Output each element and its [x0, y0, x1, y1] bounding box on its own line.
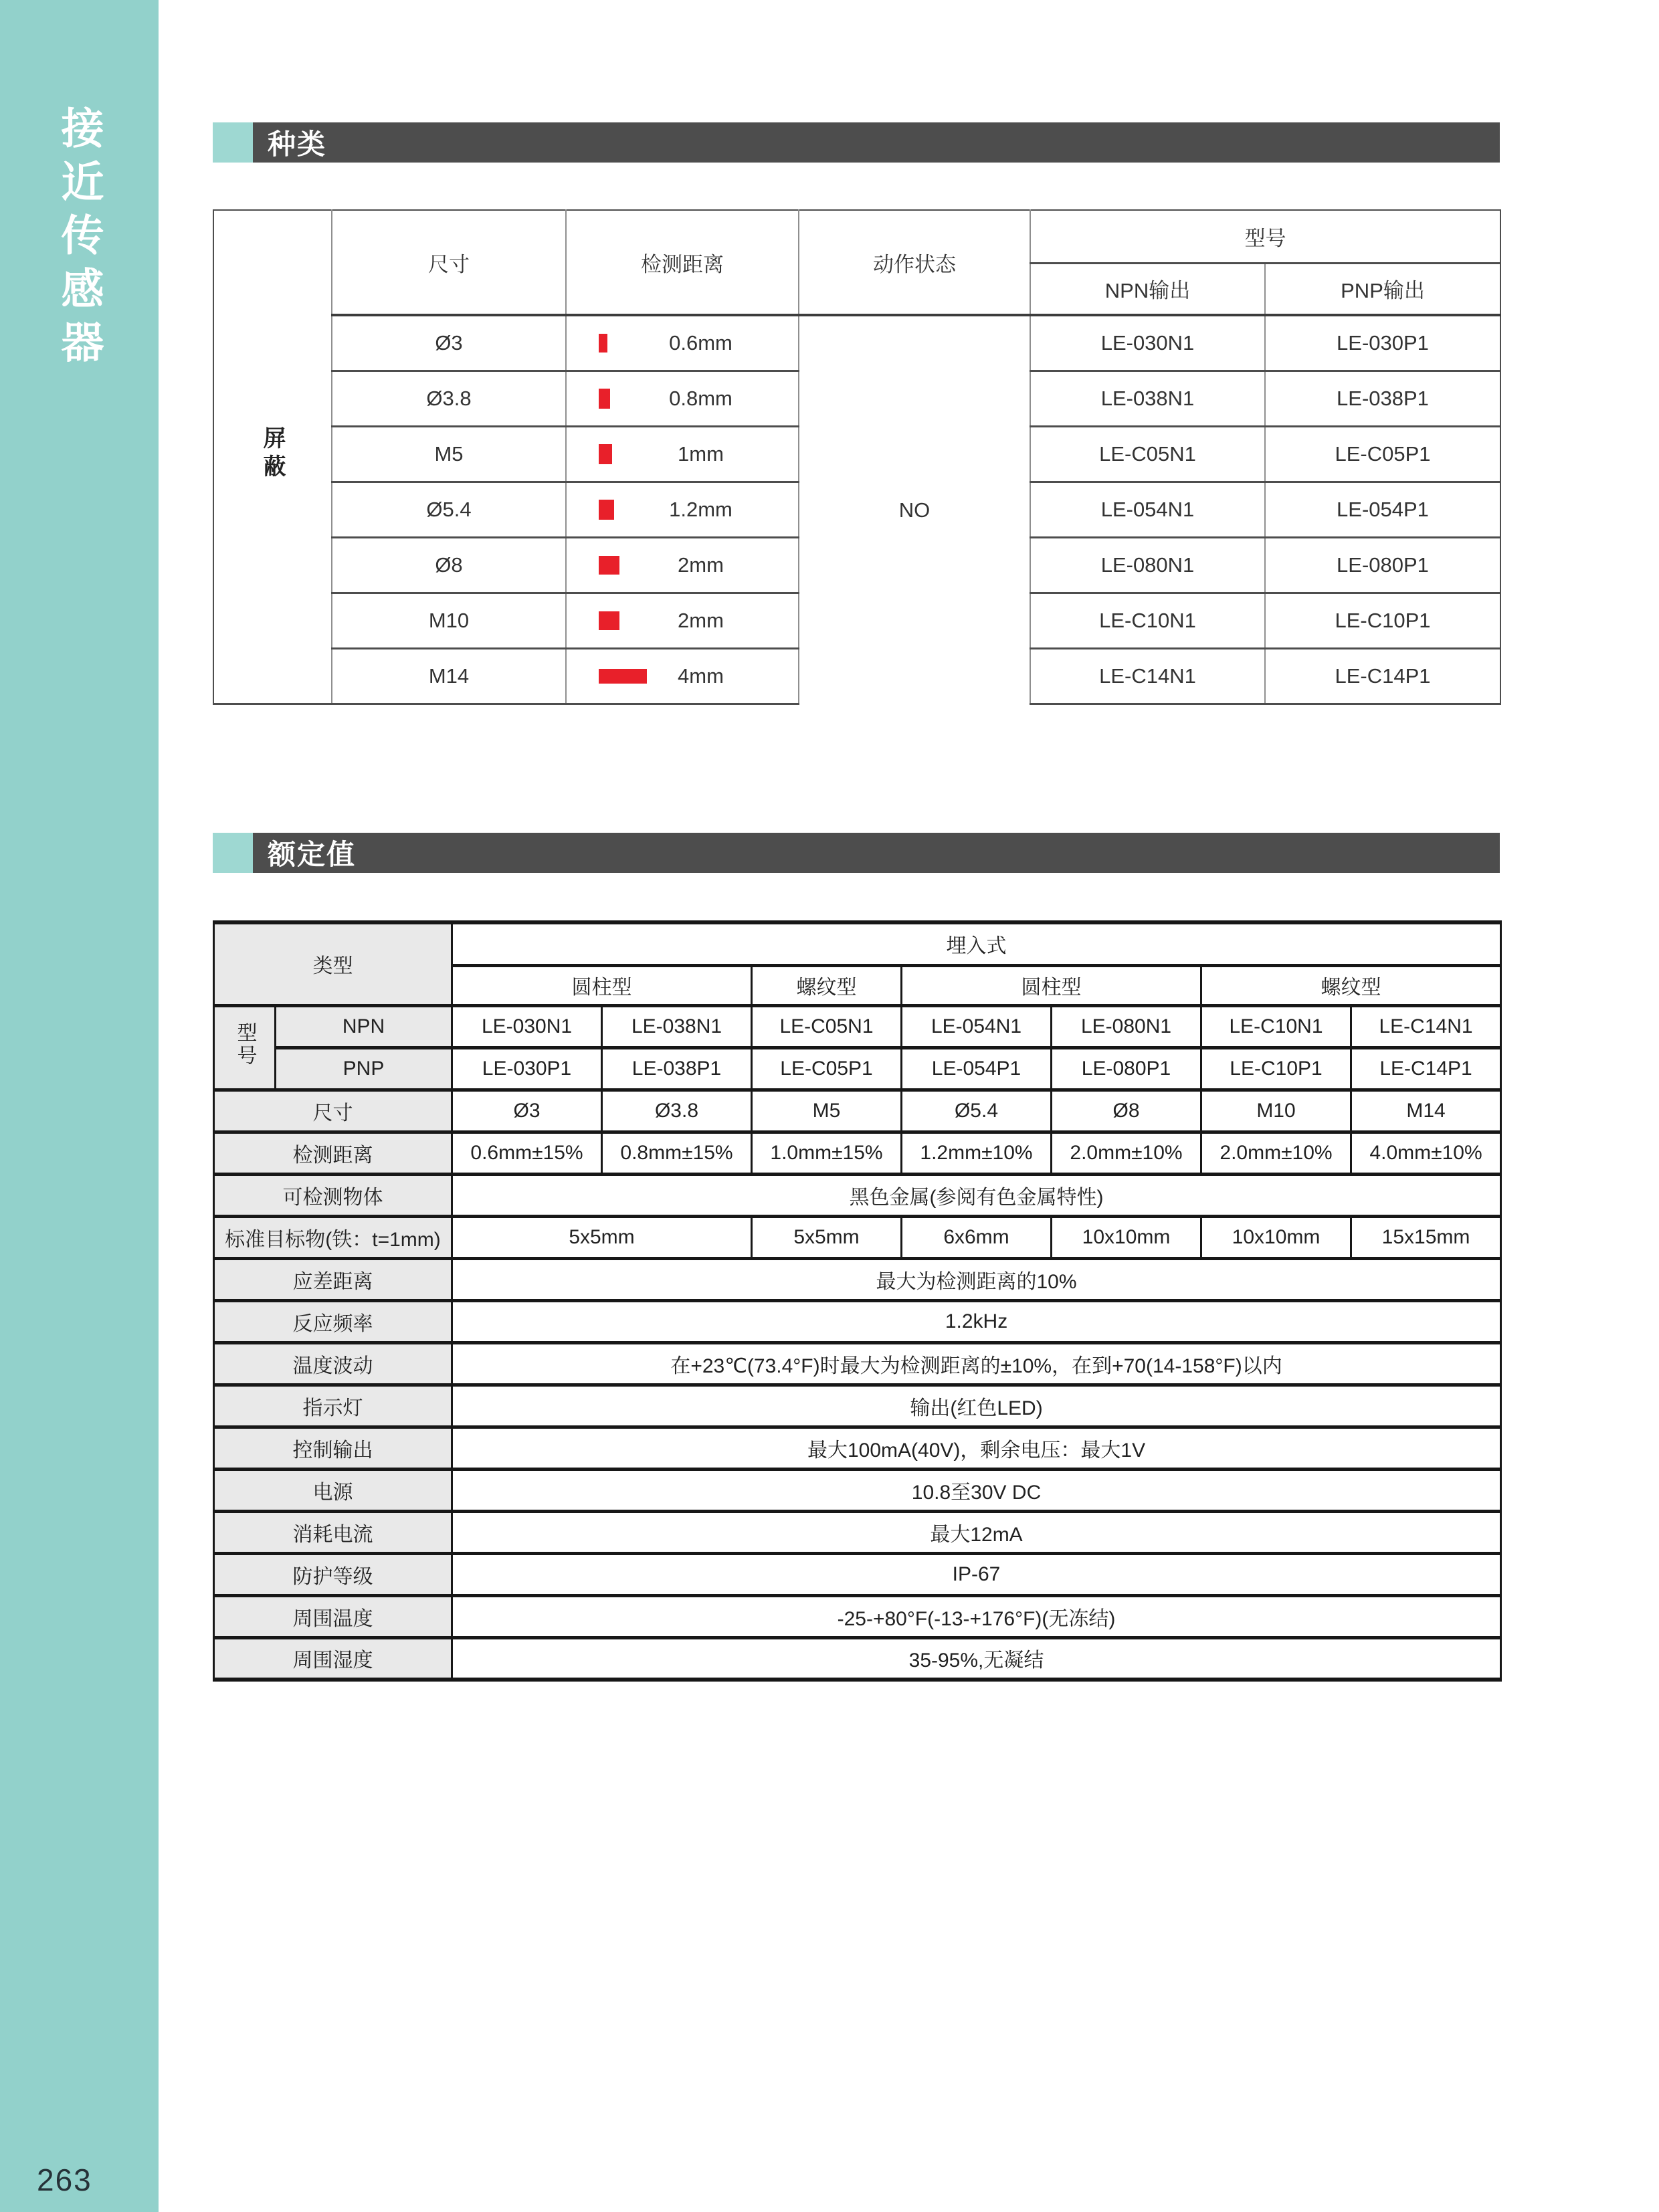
size-cell: Ø3.8	[602, 1090, 752, 1132]
distance-cell: 1.0mm±15%	[752, 1132, 902, 1174]
spec-value: IP-67	[452, 1553, 1501, 1595]
row-label-target: 标准目标物(铁：t=1mm)	[214, 1216, 452, 1258]
col-header-npn: NPN输出	[1030, 263, 1265, 315]
section-header-ratings	[213, 833, 1500, 873]
npn-model-cell: LE-038N1	[1030, 371, 1265, 426]
distance-cell: 1.2mm±10%	[902, 1132, 1052, 1174]
distance-bar	[599, 334, 607, 353]
section-title-ratings: 额定值	[253, 833, 1500, 873]
distance-bar	[599, 500, 614, 520]
spec-value: 10.8至30V DC	[452, 1469, 1501, 1511]
embedded-type-header: 埋入式	[452, 922, 1501, 965]
spec-value: 最大12mA	[452, 1511, 1501, 1553]
model-cell: LE-030N1	[452, 1005, 602, 1047]
size-cell: M10	[1201, 1090, 1351, 1132]
spec-value: 输出(红色LED)	[452, 1385, 1501, 1427]
target-cell: 15x15mm	[1351, 1216, 1501, 1258]
row-label-npn: NPN	[276, 1005, 452, 1047]
col-header-pnp: PNP输出	[1265, 263, 1500, 315]
row-label-detectable: 可检测物体	[214, 1174, 452, 1216]
model-cell: LE-080P1	[1052, 1047, 1201, 1090]
size-cell: Ø8	[332, 537, 566, 593]
model-cell: LE-030P1	[452, 1047, 602, 1090]
pnp-model-cell: LE-C05P1	[1265, 426, 1500, 482]
spec-label: 周围温度	[214, 1595, 452, 1637]
distance-cell: 0.8mm	[566, 371, 799, 426]
model-cell: LE-C10P1	[1201, 1047, 1351, 1090]
distance-cell: 1.2mm	[566, 482, 799, 537]
model-cell: LE-C14N1	[1351, 1005, 1501, 1047]
spec-value: -25-+80°F(-13-+176°F)(无冻结)	[452, 1595, 1501, 1637]
pnp-model-cell: LE-C10P1	[1265, 593, 1500, 648]
model-cell: LE-080N1	[1052, 1005, 1201, 1047]
npn-model-cell: LE-080N1	[1030, 537, 1265, 593]
npn-model-cell: LE-C14N1	[1030, 648, 1265, 704]
spec-value: 35-95%,无凝结	[452, 1637, 1501, 1680]
spec-value: 最大100mA(40V)，剩余电压：最大1V	[452, 1427, 1501, 1469]
distance-cell: 4mm	[566, 648, 799, 704]
pnp-model-cell: LE-054P1	[1265, 482, 1500, 537]
target-cell: 10x10mm	[1201, 1216, 1351, 1258]
shield-label: 屏蔽	[260, 425, 285, 482]
page-number: 263	[37, 2163, 92, 2197]
model-cell: LE-038P1	[602, 1047, 752, 1090]
size-cell: Ø3	[452, 1090, 602, 1132]
sidebar	[0, 0, 159, 2212]
action-state-cell: NO	[799, 315, 1030, 704]
detectable-value: 黑色金属(参阅有色金属特性)	[452, 1174, 1501, 1216]
target-cell: 10x10mm	[1052, 1216, 1201, 1258]
section-title-types: 种类	[253, 122, 1500, 163]
shape-group-threaded: 螺纹型	[1201, 965, 1501, 1005]
row-label-model: 型号	[214, 1005, 276, 1090]
section-header-types	[213, 122, 1500, 163]
spec-label: 温度波动	[214, 1342, 452, 1385]
distance-bar	[599, 444, 612, 464]
spec-label: 电源	[214, 1469, 452, 1511]
distance-cell: 1mm	[566, 426, 799, 482]
target-cell: 5x5mm	[452, 1216, 752, 1258]
size-cell: M14	[1351, 1090, 1501, 1132]
col-header-size: 尺寸	[332, 210, 566, 315]
size-cell: Ø5.4	[332, 482, 566, 537]
distance-cell: 4.0mm±10%	[1351, 1132, 1501, 1174]
model-cell: LE-C05N1	[752, 1005, 902, 1047]
model-cell: LE-C05P1	[752, 1047, 902, 1090]
spec-label: 指示灯	[214, 1385, 452, 1427]
shape-group-cylindrical: 圆柱型	[452, 965, 752, 1005]
col-header-distance: 检测距离	[566, 210, 799, 315]
row-label-type: 类型	[214, 922, 452, 1005]
shield-group-cell	[213, 210, 332, 704]
npn-model-cell: LE-C05N1	[1030, 426, 1265, 482]
npn-model-cell: LE-030N1	[1030, 315, 1265, 371]
ratings-table	[213, 920, 1502, 1682]
target-cell: 6x6mm	[902, 1216, 1052, 1258]
target-cell: 5x5mm	[752, 1216, 902, 1258]
distance-cell: 0.8mm±15%	[602, 1132, 752, 1174]
section-accent-square	[213, 833, 253, 873]
section-accent-square	[213, 122, 253, 163]
model-cell: LE-054N1	[902, 1005, 1052, 1047]
pnp-model-cell: LE-030P1	[1265, 315, 1500, 371]
distance-cell: 2mm	[566, 593, 799, 648]
shape-group-threaded: 螺纹型	[752, 965, 902, 1005]
row-label-distance: 检测距离	[214, 1132, 452, 1174]
spec-label: 消耗电流	[214, 1511, 452, 1553]
row-label-size: 尺寸	[214, 1090, 452, 1132]
distance-bar	[599, 389, 610, 409]
size-cell: M5	[332, 426, 566, 482]
spec-label: 控制输出	[214, 1427, 452, 1469]
distance-cell: 0.6mm	[566, 315, 799, 371]
row-label-pnp: PNP	[276, 1047, 452, 1090]
size-cell: M14	[332, 648, 566, 704]
size-cell: M10	[332, 593, 566, 648]
spec-label: 应差距离	[214, 1258, 452, 1300]
model-cell: LE-054P1	[902, 1047, 1052, 1090]
sidebar-vertical-title: 接近传感器	[55, 106, 104, 373]
size-cell: Ø3.8	[332, 371, 566, 426]
distance-cell: 2.0mm±10%	[1052, 1132, 1201, 1174]
distance-bar	[599, 611, 619, 630]
model-cell: LE-C14P1	[1351, 1047, 1501, 1090]
distance-cell: 2mm	[566, 537, 799, 593]
distance-cell: 2.0mm±10%	[1201, 1132, 1351, 1174]
npn-model-cell: LE-C10N1	[1030, 593, 1265, 648]
distance-bar	[599, 556, 619, 575]
spec-value: 最大为检测距离的10%	[452, 1258, 1501, 1300]
spec-label: 防护等级	[214, 1553, 452, 1595]
spec-label: 周围湿度	[214, 1637, 452, 1680]
spec-label: 反应频率	[214, 1300, 452, 1342]
pnp-model-cell: LE-C14P1	[1265, 648, 1500, 704]
col-header-action: 动作状态	[799, 210, 1030, 315]
size-cell: Ø3	[332, 315, 566, 371]
model-cell: LE-038N1	[602, 1005, 752, 1047]
size-cell: Ø8	[1052, 1090, 1201, 1132]
distance-cell: 0.6mm±15%	[452, 1132, 602, 1174]
shape-group-cylindrical: 圆柱型	[902, 965, 1201, 1005]
spec-value: 1.2kHz	[452, 1300, 1501, 1342]
pnp-model-cell: LE-080P1	[1265, 537, 1500, 593]
col-header-model: 型号	[1030, 210, 1500, 263]
npn-model-cell: LE-054N1	[1030, 482, 1265, 537]
pnp-model-cell: LE-038P1	[1265, 371, 1500, 426]
spec-value: 在+23℃(73.4°F)时最大为检测距离的±10%，在到+70(14-158°F)以内	[452, 1342, 1501, 1385]
model-cell: LE-C10N1	[1201, 1005, 1351, 1047]
types-table	[213, 209, 1501, 705]
size-cell: Ø5.4	[902, 1090, 1052, 1132]
size-cell: M5	[752, 1090, 902, 1132]
